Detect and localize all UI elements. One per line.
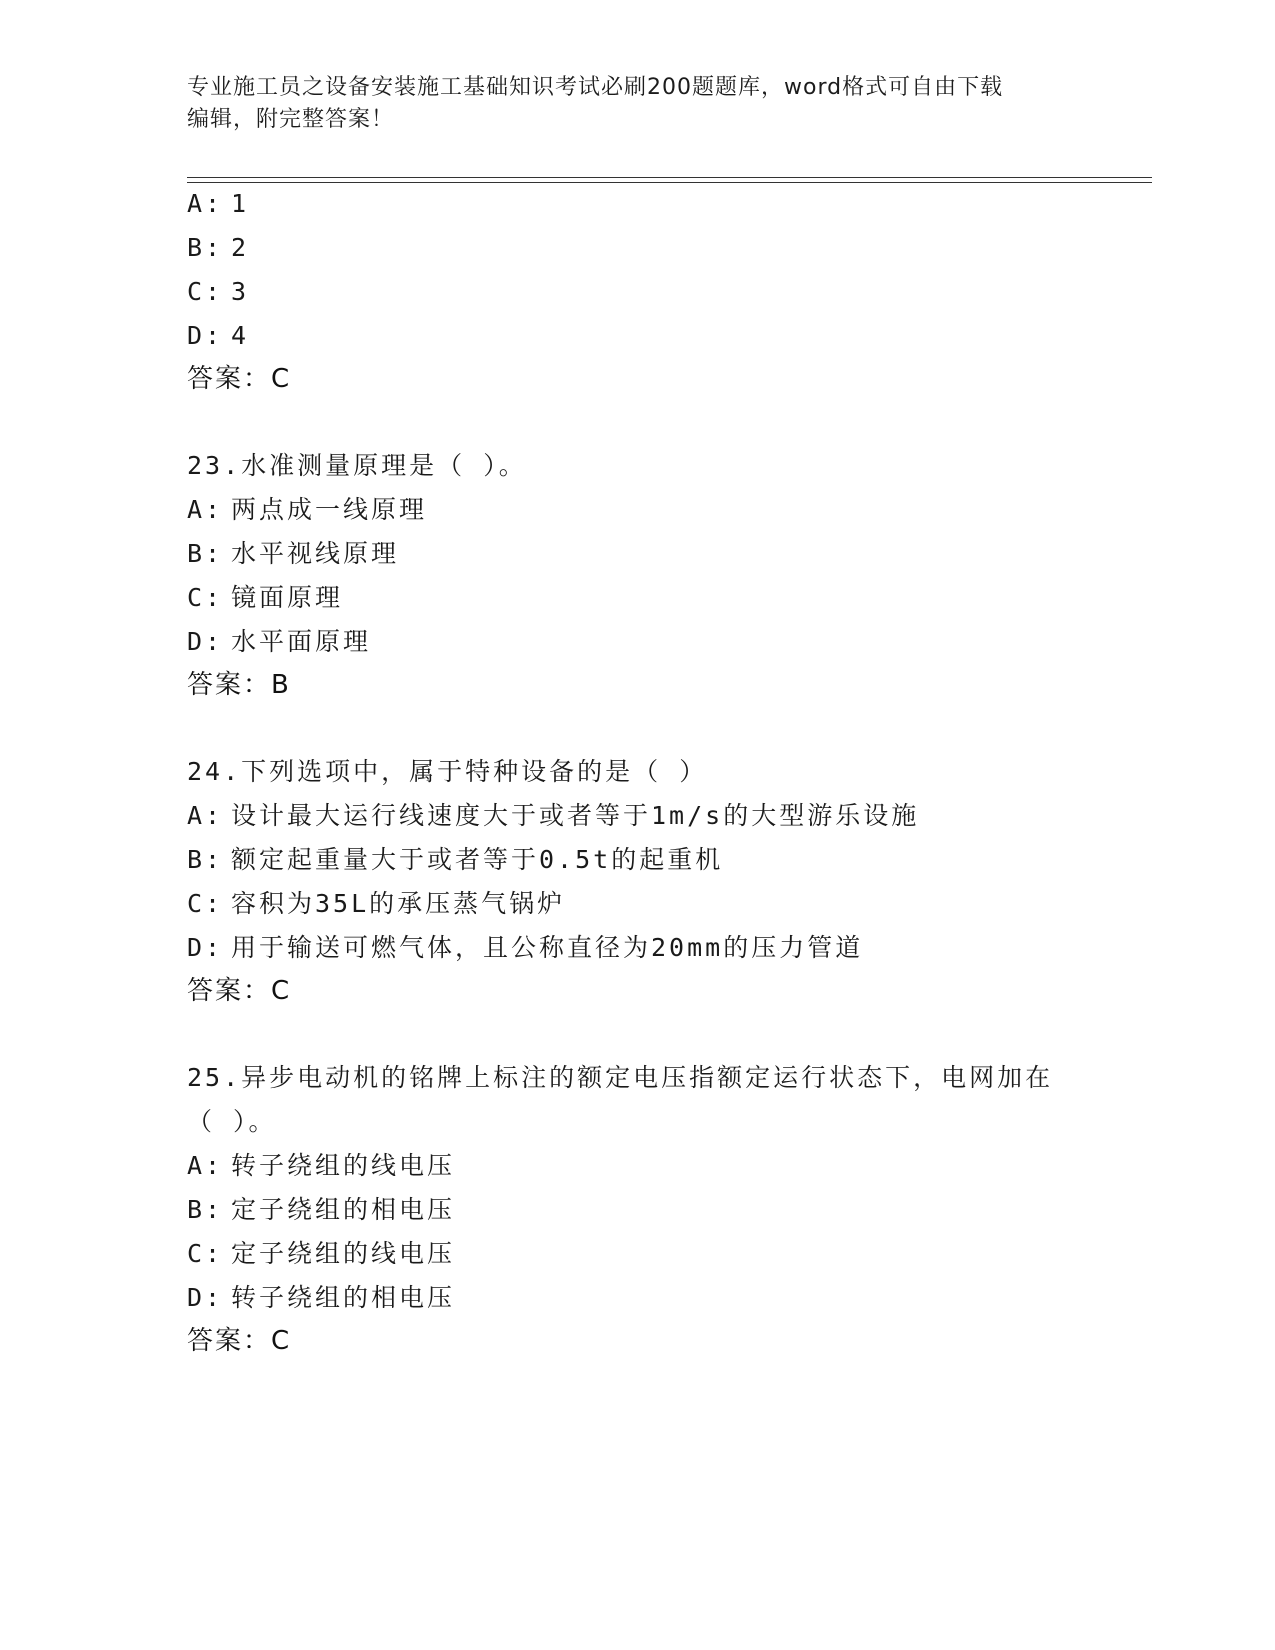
q22-answer: 答案：C [187,364,292,394]
q23-option-a-label: A: [187,495,224,524]
q25-option-d-label: D: [187,1283,224,1312]
q25-question-line-1: 25.异步电动机的铭牌上标注的额定电压指额定运行状态下，电网加在 [187,1063,1054,1092]
q24-option-d-text: 用于输送可燃气体，且公称直径为20mm的压力管道 [231,933,864,962]
q25-option-a-text: 转子绕组的线电压 [231,1151,456,1180]
header-title-line-2: 编辑，附完整答案！ [187,107,395,132]
q22-option-d-text: 4 [231,321,250,350]
q25-option-b-label: B: [187,1195,224,1224]
q24-option-b-label: B: [187,845,224,874]
q24-option-a [187,800,919,832]
q23-option-b [187,538,399,570]
header-divider-top [187,177,1152,178]
q25-answer: 答案：C [187,1326,292,1356]
q24-option-d [187,932,863,964]
q23-option-a [187,494,427,526]
q25-question-line-2: （ ）。 [187,1107,277,1136]
q23-question: 23.水准测量原理是（ ）。 [187,451,527,480]
q25-option-c-label: C: [187,1239,224,1268]
q23-option-d [187,626,371,658]
q23-option-b-text: 水平视线原理 [231,539,400,568]
q24-option-c-label: C: [187,889,224,918]
q23-option-c-text: 镜面原理 [231,583,344,612]
q23-answer: 答案：B [187,670,291,700]
q25-option-d-text: 转子绕组的相电压 [231,1283,456,1312]
q24-answer: 答案：C [187,976,292,1006]
q25-option-a-label: A: [187,1151,224,1180]
q22-option-a-text: 1 [231,189,250,218]
q22-option-c [187,276,249,308]
q24-option-b [187,844,723,876]
q22-option-b-text: 2 [231,233,250,262]
q24-option-c-text: 容积为35L的承压蒸气锅炉 [231,889,566,918]
document-header [187,72,1067,136]
header-title-line-1: 专业施工员之设备安装施工基础知识考试必刷200题题库，word格式可自由下载 [187,75,1004,100]
header-divider-bottom [187,182,1152,183]
q23-option-b-label: B: [187,539,224,568]
q25-option-c-text: 定子绕组的线电压 [231,1239,456,1268]
q24-option-c [187,888,565,920]
q23-option-d-text: 水平面原理 [231,627,372,656]
q24-option-b-text: 额定起重量大于或者等于0.5t的起重机 [231,845,724,874]
q23-option-d-label: D: [187,627,224,656]
q24-option-d-label: D: [187,933,224,962]
q22-option-d-label: D: [187,321,224,350]
q25-option-a [187,1150,455,1182]
q23-option-c [187,582,343,614]
q23-option-c-label: C: [187,583,224,612]
q25-option-b-text: 定子绕组的相电压 [231,1195,456,1224]
q22-option-c-text: 3 [231,277,250,306]
q22-option-b [187,232,249,264]
q25-option-c [187,1238,455,1270]
q24-option-a-text: 设计最大运行线速度大于或者等于1m/s的大型游乐设施 [231,801,920,830]
q24-question: 24.下列选项中，属于特种设备的是（ ） [187,757,708,786]
q23-option-a-text: 两点成一线原理 [231,495,428,524]
q25-option-b [187,1194,455,1226]
q22-option-c-label: C: [187,277,224,306]
q22-option-d [187,320,249,352]
q22-option-a-label: A: [187,189,224,218]
q25-option-d [187,1282,455,1314]
q24-option-a-label: A: [187,801,224,830]
q22-option-b-label: B: [187,233,224,262]
q22-option-a [187,188,249,220]
